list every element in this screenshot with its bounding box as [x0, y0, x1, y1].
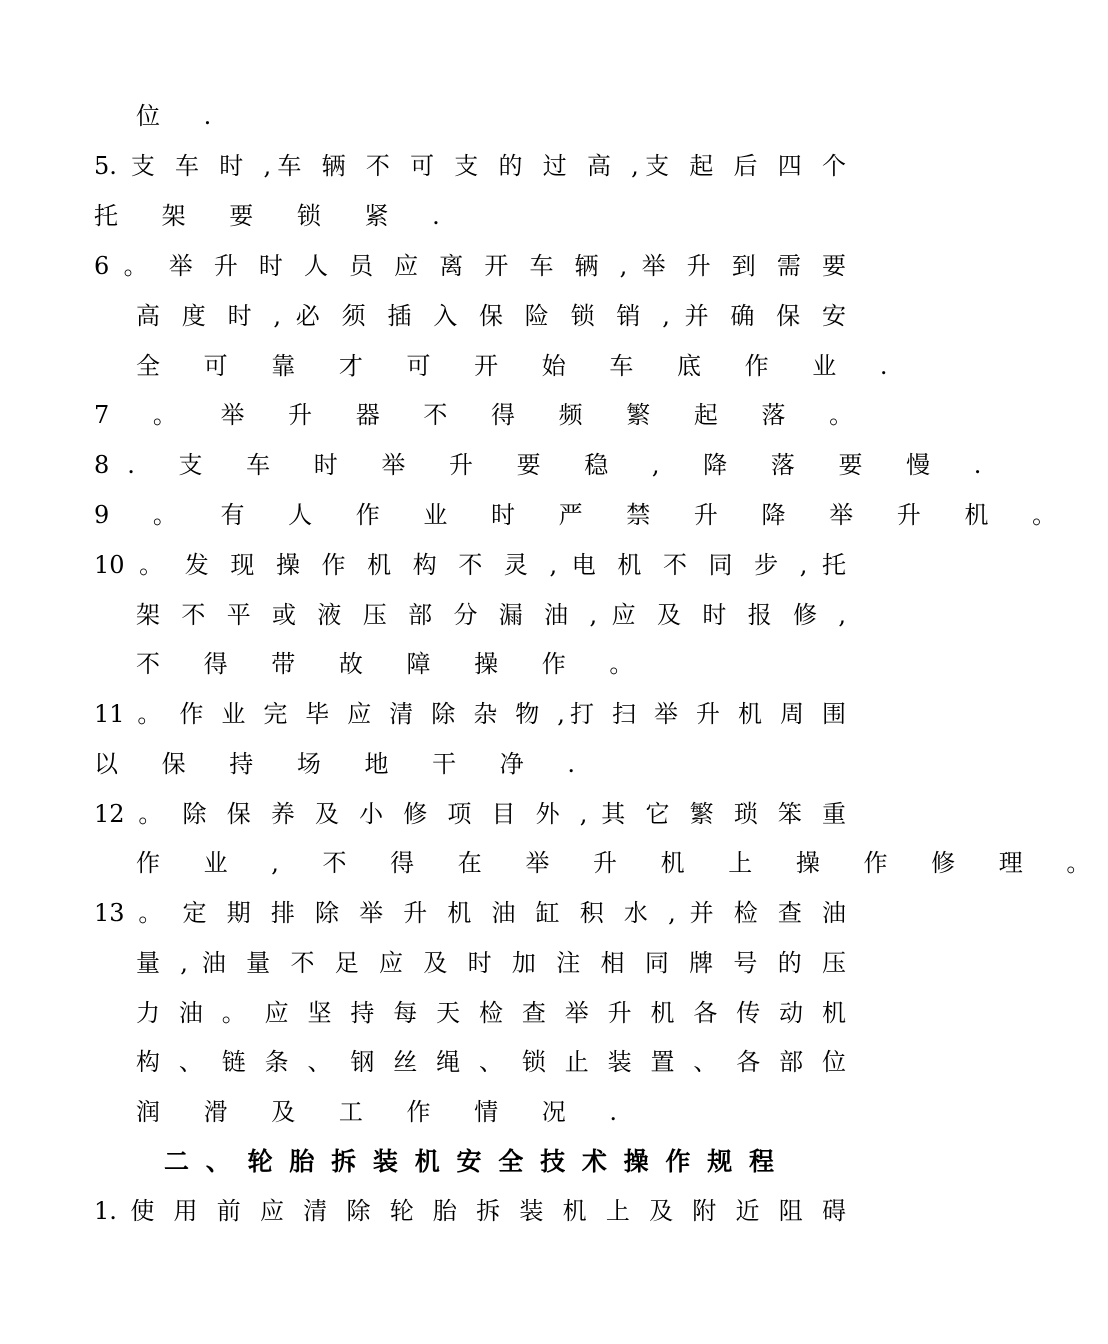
- text-line: 作 业 , 不 得 在 举 升 机 上 操 作 修 理 。: [136, 849, 1108, 877]
- text-line: 托 架 要 锁 紧 .: [94, 202, 458, 230]
- text-line: 润 滑 及 工 作 情 况 .: [136, 1098, 636, 1126]
- text-line: 全 可 靠 才 可 开 始 车 底 作 业 .: [136, 352, 906, 380]
- text-line: 构 、 链 条 、 钢 丝 绳 、 锁 止 装 置 、 各 部 位: [136, 1048, 846, 1076]
- text-line: 架 不 平 或 液 压 部 分 漏 油 , 应 及 时 报 修 ,: [136, 601, 846, 629]
- text-line: 10 。 发 现 操 作 机 构 不 灵 , 电 机 不 同 步 , 托: [94, 551, 846, 579]
- text-line: 不 得 带 故 障 操 作 。: [136, 650, 652, 678]
- text-line: 以 保 持 场 地 干 净 .: [94, 750, 594, 778]
- text-line: 9 。 有 人 作 业 时 严 禁 升 降 举 升 机 。: [94, 501, 1075, 529]
- text-line: 6 。 举 升 时 人 员 应 离 开 车 辆 , 举 升 到 需 要: [94, 252, 846, 280]
- text-line: 力 油 。 应 坚 持 每 天 检 查 举 升 机 各 传 动 机: [136, 999, 846, 1027]
- text-line: 5. 支 车 时 ,车 辆 不 可 支 的 过 高 ,支 起 后 四 个: [94, 152, 846, 180]
- text-line: 13 。 定 期 排 除 举 升 机 油 缸 积 水 , 并 检 查 油: [94, 899, 846, 927]
- text-line: 11 。 作 业 完 毕 应 清 除 杂 物 ,打 扫 举 升 机 周 围: [94, 700, 846, 728]
- text-line: 1. 使 用 前 应 清 除 轮 胎 拆 装 机 上 及 附 近 阻 碍: [94, 1197, 846, 1225]
- text-line: 8. 支 车 时 举 升 要 稳 , 降 落 要 慢 .: [94, 451, 1000, 479]
- text-line: 7 。 举 升 器 不 得 频 繁 起 落 。: [94, 401, 872, 429]
- text-line: 位 .: [136, 102, 230, 130]
- text-line: 量 , 油 量 不 足 应 及 时 加 注 相 同 牌 号 的 压: [136, 949, 846, 977]
- text-line: 12 。 除 保 养 及 小 修 项 目 外 , 其 它 繁 琐 笨 重: [94, 800, 846, 828]
- section-heading: 二 、 轮 胎 拆 装 机 安 全 技 术 操 作 规 程: [164, 1147, 774, 1176]
- text-line: 高 度 时 , 必 须 插 入 保 险 锁 销 , 并 确 保 安: [136, 302, 846, 330]
